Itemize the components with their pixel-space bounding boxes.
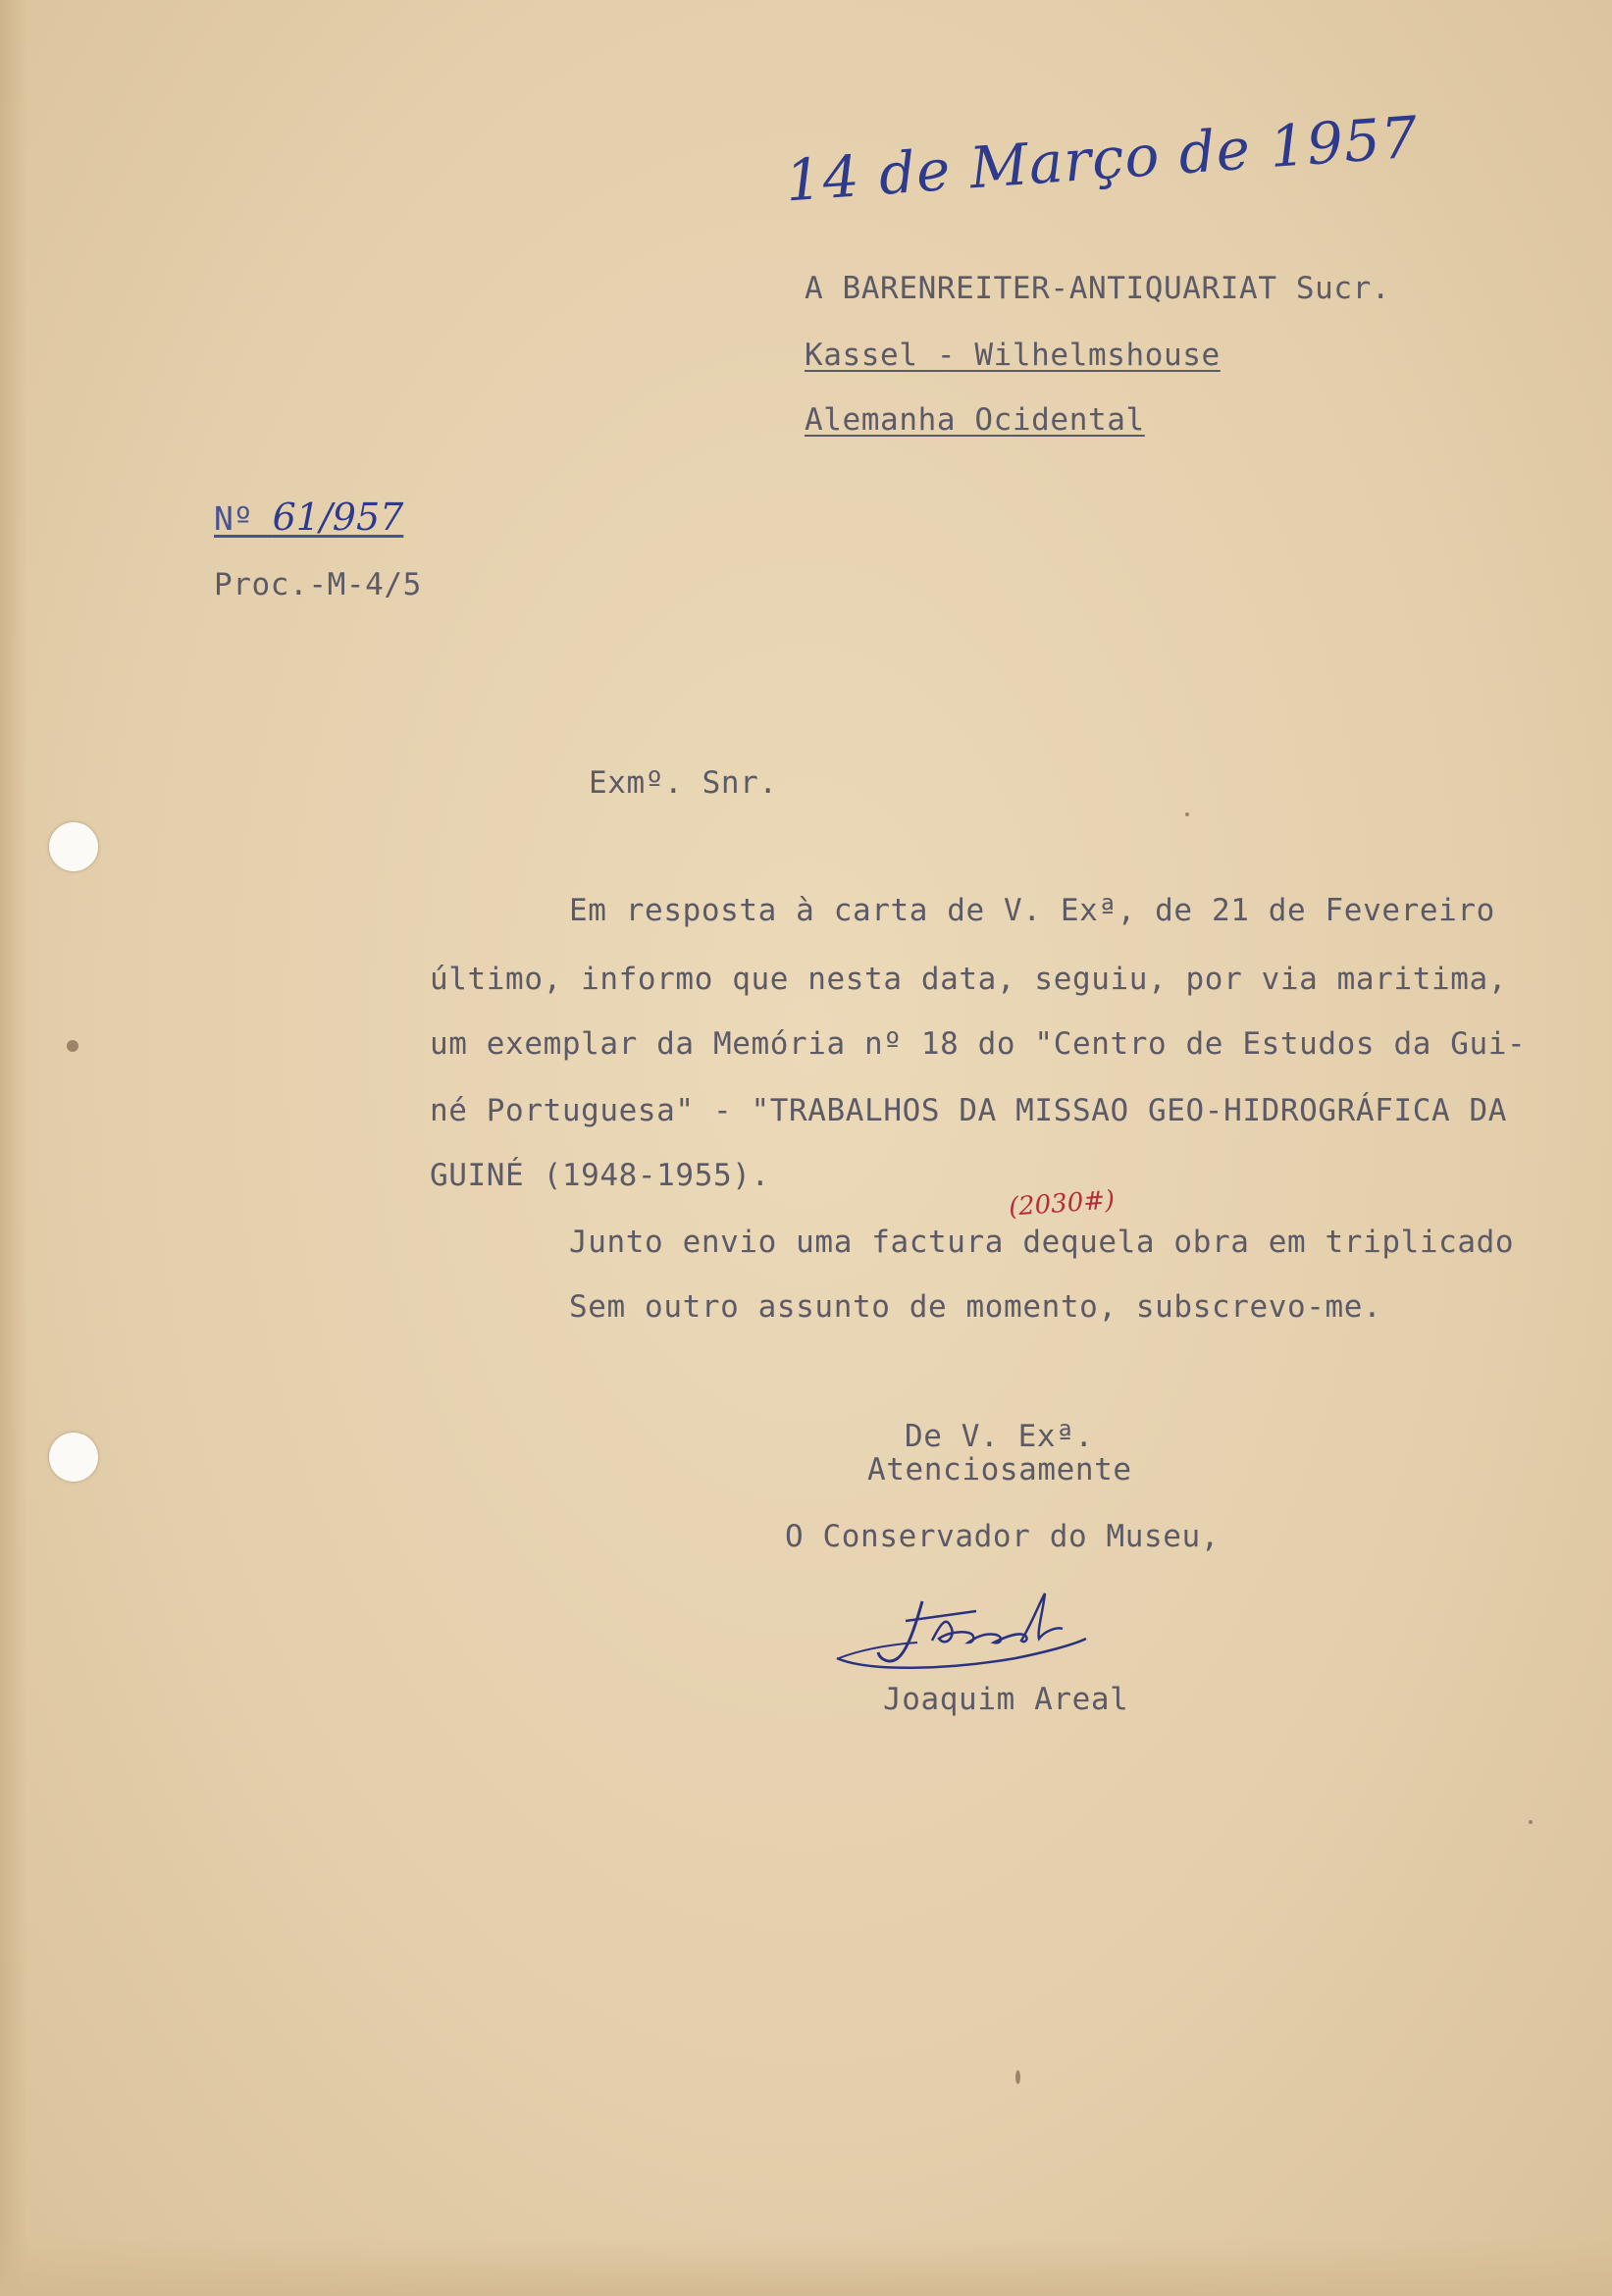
signature-name: Joaquim Areal: [883, 1682, 1129, 1717]
recipient-line-2: Kassel - Wilhelmshouse: [805, 338, 1221, 373]
body-line-7: Sem outro assunto de momento, subscrevo-me.: [569, 1289, 1382, 1325]
closing-line-1: De V. Exª.: [905, 1419, 1094, 1454]
body-line-1: Em resposta à carta de V. Exª, de 21 de Fevereiro: [569, 893, 1495, 928]
recipient-line-1: A BARENREITER-ANTIQUARIAT Sucr.: [805, 271, 1391, 306]
body-line-3: um exemplar da Memória nº 18 do "Centro de Estudos da Gui-: [430, 1026, 1527, 1062]
red-handwritten-annotation: (2030#): [1008, 1185, 1117, 1223]
salutation: Exmº. Snr.: [589, 765, 778, 801]
reference-handwritten-number: 61: [272, 496, 320, 539]
process-reference: Proc.-M-4/5: [214, 567, 422, 602]
paper-speck: [1185, 812, 1189, 816]
paper-speck: [1015, 2070, 1020, 2084]
handwritten-signature: [829, 1582, 1104, 1680]
body-line-2: último, informo que nesta data, seguiu, por via maritima,: [430, 962, 1508, 997]
handwritten-date: 14 de Março de 1957: [783, 103, 1421, 215]
recipient-line-3: Alemanha Ocidental: [805, 402, 1145, 438]
reference-number: [214, 496, 403, 539]
closing-line-2: Atenciosamente: [867, 1452, 1132, 1487]
body-line-4: né Portuguesa" - "TRABALHOS DA MISSAO GEO-HIDROGRÁFICA DA: [430, 1093, 1508, 1128]
paper-speck: [67, 1040, 78, 1052]
punch-hole-top: [49, 822, 98, 871]
paper-bottom-shadow: [0, 2237, 1612, 2296]
paper-edge-shadow: [0, 0, 27, 2296]
closing-line-3: O Conservador do Museu,: [785, 1519, 1221, 1554]
reference-year: /957: [319, 496, 404, 539]
paper-speck: [1529, 1820, 1533, 1824]
punch-hole-bottom: [49, 1433, 98, 1482]
body-line-5: GUINÉ (1948-1955).: [430, 1158, 770, 1193]
reference-prefix: Nº: [214, 499, 273, 538]
body-line-6: Junto envio uma factura dequela obra em triplicado: [569, 1225, 1515, 1260]
